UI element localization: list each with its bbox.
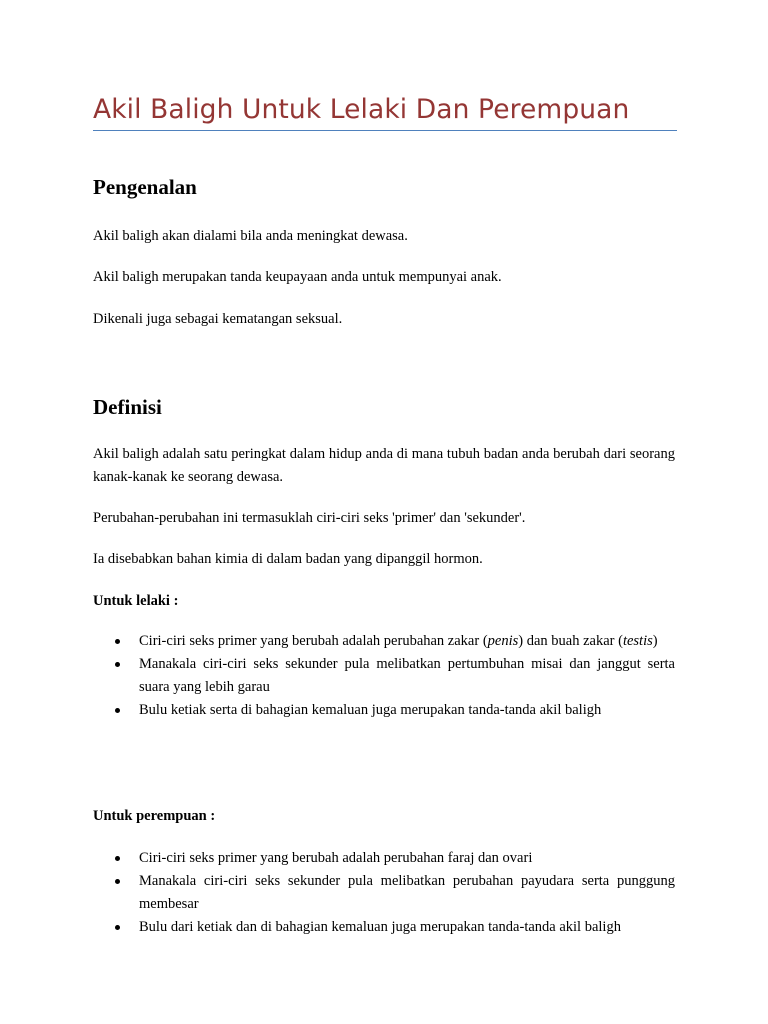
paragraph: Akil baligh adalah satu peringkat dalam hidup anda di mana tubuh badan anda berubah dari seorang kanak-kanak ke seorang dewasa.: [93, 446, 675, 485]
heading-pengenalan: Pengenalan: [93, 175, 197, 199]
list-item-emphasis: testis: [622, 633, 653, 649]
list-item: [93, 870, 675, 916]
bullet-icon: [115, 708, 120, 713]
paragraph: Akil baligh merupakan tanda keupayaan anda untuk mempunyai anak.: [93, 269, 502, 285]
list-item-text: Ciri-ciri seks primer yang berubah adalah perubahan faraj dan ovari: [139, 850, 533, 866]
list-lelaki: [93, 630, 675, 722]
list-item: [93, 699, 675, 722]
bullet-icon: [115, 662, 120, 667]
title-underline: [93, 130, 677, 131]
list-item-text: ) dan buah zakar (: [518, 633, 623, 649]
paragraph: Perubahan-perubahan ini termasuklah ciri-ciri seks 'primer' dan 'sekunder'.: [93, 510, 526, 526]
list-item: [93, 916, 675, 939]
list-item-text: Bulu ketiak serta di bahagian kemaluan juga merupakan tanda-tanda akil baligh: [139, 702, 602, 718]
bullet-icon: [115, 856, 120, 861]
list-item-text: Manakala ciri-ciri seks sekunder pula melibatkan pertumbuhan misai dan janggut serta suara yang lebih garau: [139, 656, 675, 695]
list-item-text: Ciri-ciri seks primer yang berubah adalah perubahan zakar (: [139, 633, 488, 649]
bullet-icon: [115, 639, 120, 644]
list-item: [93, 653, 675, 699]
subheading-perempuan: Untuk perempuan :: [93, 808, 216, 824]
list-item: [93, 847, 675, 870]
list-item-emphasis: penis: [487, 633, 519, 649]
bullet-icon: [115, 925, 120, 930]
document-title: Akil Baligh Untuk Lelaki Dan Perempuan: [93, 94, 630, 125]
paragraph: Ia disebabkan bahan kimia di dalam badan yang dipanggil hormon.: [93, 551, 483, 567]
list-item-text: Bulu dari ketiak dan di bahagian kemaluan juga merupakan tanda-tanda akil baligh: [139, 919, 621, 935]
bullet-icon: [115, 879, 120, 884]
heading-definisi: Definisi: [93, 395, 162, 419]
subheading-lelaki: Untuk lelaki :: [93, 593, 179, 609]
paragraph: Dikenali juga sebagai kematangan seksual.: [93, 311, 343, 327]
document-page: [93, 0, 675, 1024]
list-item: [93, 630, 675, 653]
paragraph: Akil baligh akan dialami bila anda meningkat dewasa.: [93, 228, 408, 244]
list-perempuan: [93, 847, 675, 939]
list-item-text: ): [652, 633, 658, 649]
list-item-text: Manakala ciri-ciri seks sekunder pula melibatkan perubahan payudara serta punggung membesar: [139, 873, 675, 912]
